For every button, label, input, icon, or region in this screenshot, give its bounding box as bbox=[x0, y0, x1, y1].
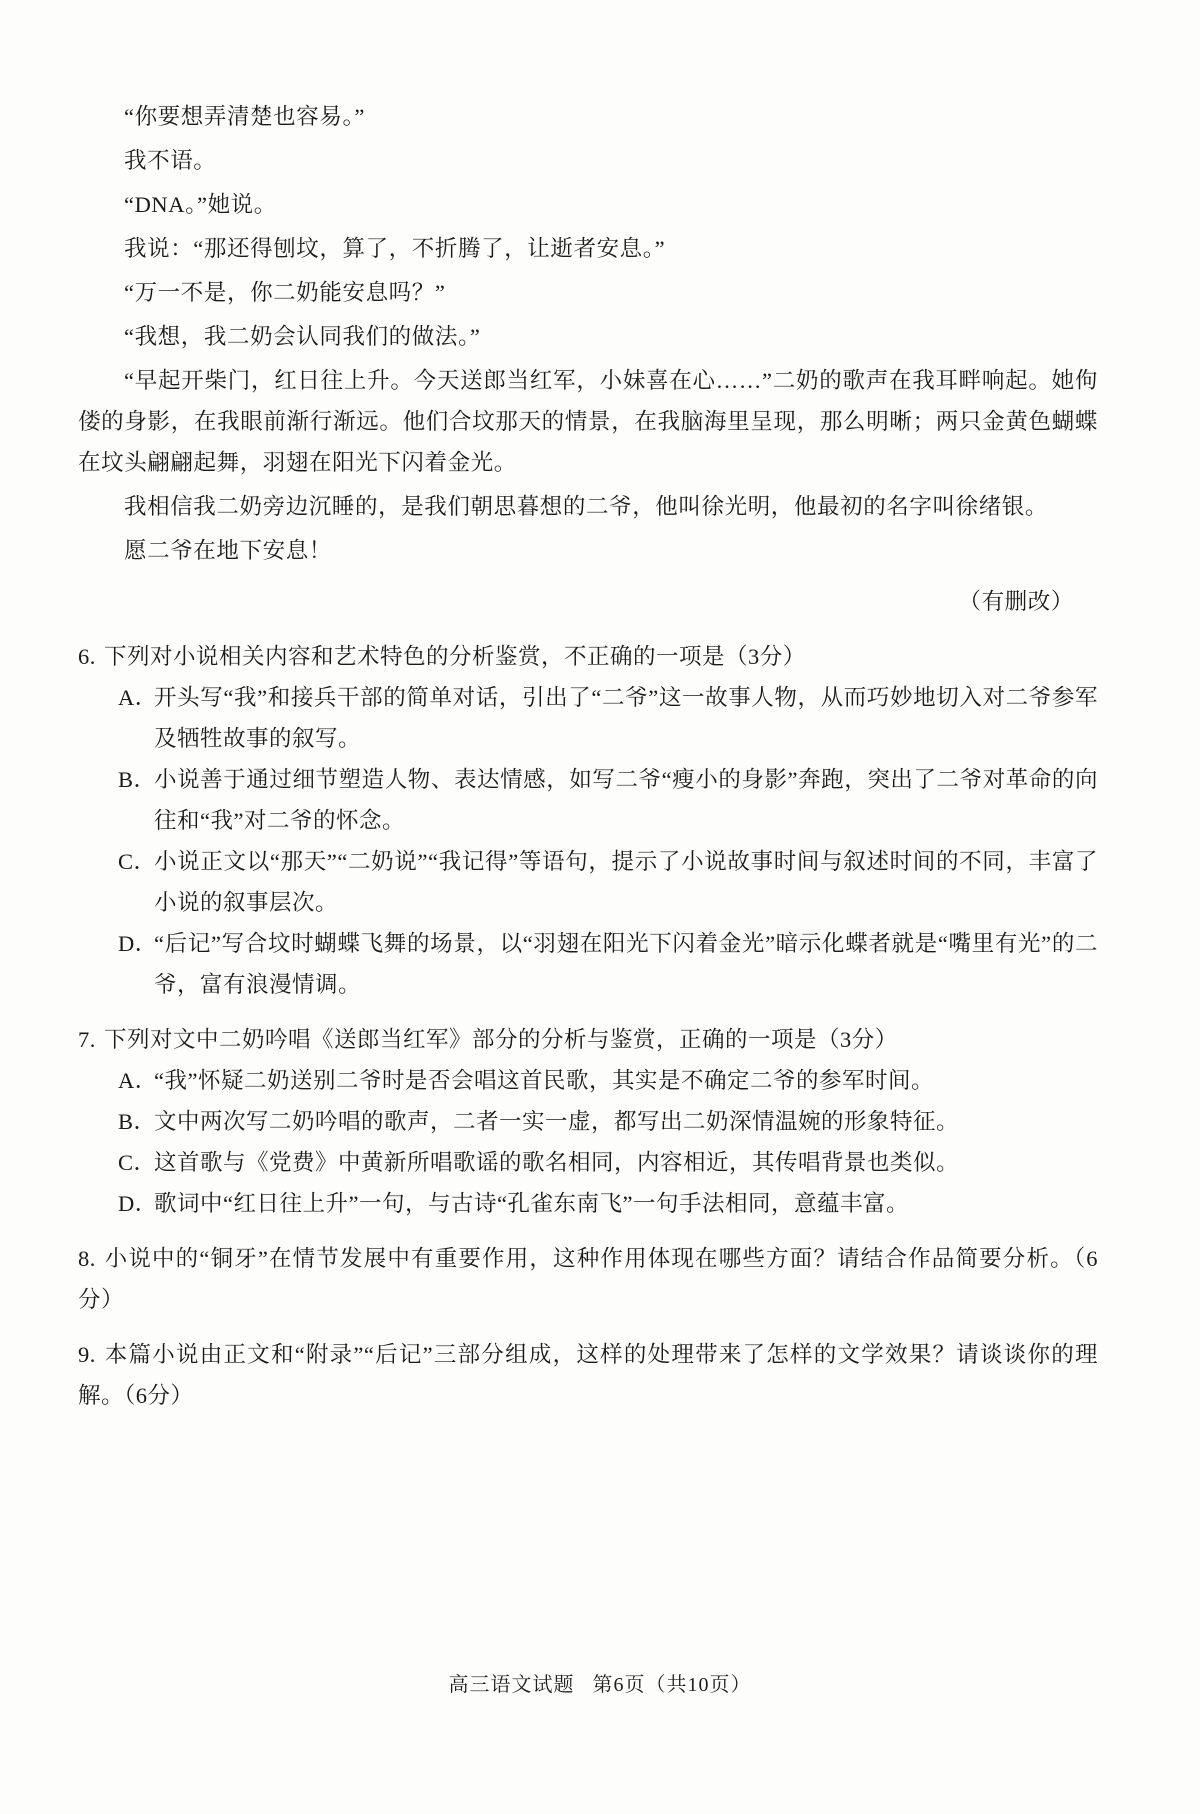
option-item[interactable] bbox=[78, 1142, 1098, 1183]
option-label: C． bbox=[118, 849, 157, 874]
question-9 bbox=[78, 1334, 1098, 1416]
passage-line: “早起开柴门，红日往上升。今天送郎当红军，小妹喜在心……”二奶的歌声在我耳畔响起。她佝偻的身影，在我眼前渐行渐远。他们合坟那天的情景，在我脑海里呈现，那么明晰；两只金黄色蝴蝶在坟头翩翩起舞，羽翅在阳光下闪着金光。 bbox=[78, 368, 1098, 475]
passage-line: “你要想弄清楚也容易。” bbox=[124, 104, 365, 129]
question-stem bbox=[78, 1019, 1098, 1060]
question-text: 下列对小说相关内容和艺术特色的分析鉴赏，不正确的一项是（3分） bbox=[104, 644, 806, 669]
option-text: “我”怀疑二奶送别二爷时是否会唱这首民歌，其实是不确定二爷的参军时间。 bbox=[154, 1068, 934, 1093]
option-item[interactable] bbox=[78, 1183, 1098, 1224]
passage-line: 我不语。 bbox=[124, 148, 217, 173]
question-6 bbox=[78, 636, 1098, 1005]
question-text: 小说中的“铜牙”在情节发展中有重要作用，这种作用体现在哪些方面？请结合作品简要分析。（6分） bbox=[78, 1246, 1098, 1312]
question-stem bbox=[78, 1238, 1098, 1320]
question-7 bbox=[78, 1019, 1098, 1224]
passage-line: “万一不是，你二奶能安息吗？” bbox=[124, 280, 446, 305]
option-text: “后记”写合坟时蝴蝶飞舞的场景，以“羽翅在阳光下闪着金光”暗示化蝶者就是“嘴里有光”的二爷，富有浪漫情调。 bbox=[154, 931, 1098, 997]
option-label: A． bbox=[118, 685, 158, 710]
option-text: 小说善于通过细节塑造人物、表达情感，如写二爷“瘦小的身影”奔跑，突出了二爷对革命的向往和“我”对二爷的怀念。 bbox=[154, 767, 1098, 833]
question-stem bbox=[78, 1334, 1098, 1416]
option-label: D． bbox=[118, 931, 158, 956]
passage-attribution: （有删改） bbox=[958, 589, 1074, 614]
footer-title: 高三语文试题 bbox=[448, 1674, 575, 1696]
option-item[interactable] bbox=[78, 923, 1098, 1005]
question-number: 6. bbox=[78, 644, 96, 669]
question-text: 本篇小说由正文和“附录”“后记”三部分组成，这样的处理带来了怎样的文学效果？请谈谈你的理解。（6分） bbox=[78, 1342, 1098, 1408]
option-item[interactable] bbox=[78, 1060, 1098, 1101]
option-text: 这首歌与《党费》中黄新所唱歌谣的歌名相同，内容相近，其传唱背景也类似。 bbox=[154, 1150, 960, 1175]
question-8 bbox=[78, 1238, 1098, 1320]
passage-line: 愿二爷在地下安息！ bbox=[124, 538, 332, 563]
option-label: B． bbox=[118, 767, 157, 792]
question-number: 7. bbox=[78, 1027, 96, 1052]
passage-line: 我说：“那还得刨坟，算了，不折腾了，让逝者安息。” bbox=[124, 236, 666, 261]
option-text: 开头写“我”和接兵干部的简单对话，引出了“二爷”这一故事人物，从而巧妙地切入对二爷参军及牺牲故事的叙写。 bbox=[154, 685, 1098, 751]
option-label: C． bbox=[118, 1150, 157, 1175]
option-label: D． bbox=[118, 1191, 158, 1216]
passage-line: “DNA。”她说。 bbox=[124, 192, 277, 217]
question-number: 9. bbox=[78, 1342, 96, 1367]
option-text: 文中两次写二奶吟唱的歌声，二者一实一虚，都写出二奶深情温婉的形象特征。 bbox=[154, 1109, 960, 1134]
question-text: 下列对文中二奶吟唱《送郎当红军》部分的分析与鉴赏，正确的一项是（3分） bbox=[104, 1027, 898, 1052]
page-footer bbox=[0, 1668, 1200, 1697]
question-number: 8. bbox=[78, 1246, 96, 1271]
option-text: 小说正文以“那天”“二奶说”“我记得”等语句，提示了小说故事时间与叙述时间的不同，丰富了小说的叙事层次。 bbox=[154, 849, 1098, 915]
option-item[interactable] bbox=[78, 677, 1098, 759]
question-stem bbox=[78, 636, 1098, 677]
passage-line: 我相信我二奶旁边沉睡的，是我们朝思暮想的二爷，他叫徐光明，他最初的名字叫徐绪银。 bbox=[124, 494, 1049, 519]
option-text: 歌词中“红日往上升”一句，与古诗“孔雀东南飞”一句手法相同，意蕴丰富。 bbox=[154, 1191, 909, 1216]
option-item[interactable] bbox=[78, 841, 1098, 923]
option-label: A． bbox=[118, 1068, 158, 1093]
footer-page-number: 第6页（共10页） bbox=[592, 1674, 752, 1696]
option-item[interactable] bbox=[78, 759, 1098, 841]
passage-line: “我想，我二奶会认同我们的做法。” bbox=[124, 324, 481, 349]
page-content bbox=[78, 96, 1098, 1416]
option-item[interactable] bbox=[78, 1101, 1098, 1142]
option-label: B． bbox=[118, 1109, 157, 1134]
